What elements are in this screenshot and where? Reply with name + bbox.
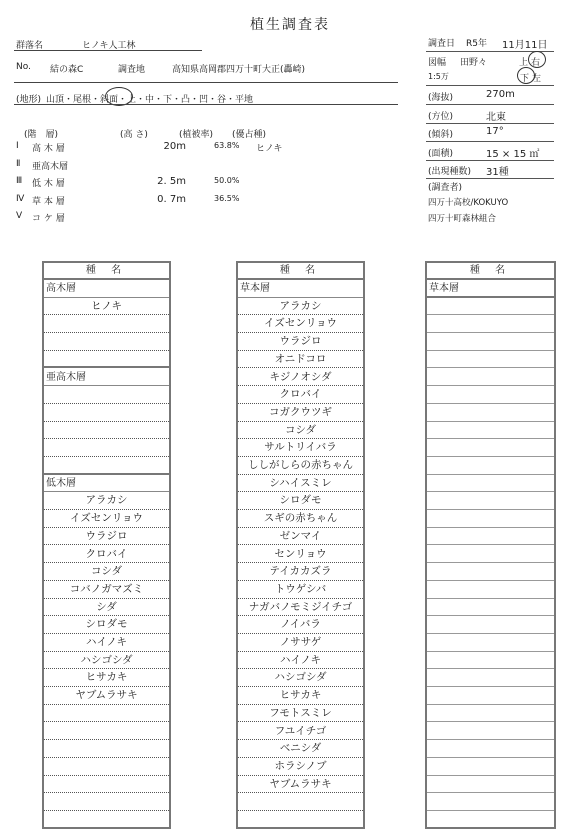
blank-row [44, 723, 169, 741]
blank-row [427, 546, 554, 564]
blank-row [427, 528, 554, 546]
species-row: ノササゲ [238, 634, 363, 652]
blank-row [44, 776, 169, 794]
page-title: 植生調査表 [250, 17, 330, 33]
blank-row [427, 723, 554, 741]
layer-height: 2. 5m [157, 176, 186, 187]
species-row: フユイチゴ [238, 723, 363, 741]
terrain-label: (地形) [16, 95, 42, 105]
layer-num: Ⅴ [16, 211, 23, 221]
species-row: ヤブムラサキ [238, 776, 363, 794]
blank-row [44, 758, 169, 776]
species-row: ウラジロ [44, 528, 169, 546]
species-row: ゼンマイ [238, 528, 363, 546]
blank-row [427, 634, 554, 652]
date-era: R5年 [466, 39, 487, 49]
blank-row [44, 705, 169, 723]
species-row: シハイスミレ [238, 475, 363, 493]
species-row: ヒサカキ [44, 669, 169, 687]
species-row: イズセンリョウ [238, 315, 363, 333]
map-options-lower: 下左 [520, 74, 545, 84]
species-row: ホラシノブ [238, 758, 363, 776]
blank-row [44, 351, 169, 369]
area-value: 15 × 15 ㎡ [486, 148, 540, 160]
area-label: (面積) [428, 148, 454, 159]
blank-row [427, 510, 554, 528]
species-row: ハシゴシダ [238, 669, 363, 687]
species-row: イズセンリョウ [44, 510, 169, 528]
layer-header [24, 127, 304, 139]
species-row: フモトスミレ [238, 705, 363, 723]
blank-row [427, 705, 554, 723]
blank-row [238, 811, 363, 829]
species-row: テイカカズラ [238, 563, 363, 581]
layer-cover: 36.5% [214, 193, 240, 203]
section-label: 低木層 [44, 475, 169, 493]
species-row: ハイノキ [44, 634, 169, 652]
layer-row [16, 194, 306, 206]
blank-row [427, 315, 554, 333]
layer-cover: 63.8% [214, 141, 240, 150]
blank-row [427, 599, 554, 617]
layer-header-height: (高 さ) [120, 130, 148, 140]
blank-row [44, 404, 169, 422]
terrain-text: 山頂・尾根・斜面・上・中・下・凸・凹・谷・平地 [46, 95, 254, 105]
layer-name: 高 木 層 [32, 144, 65, 154]
species-row: ハイノキ [238, 652, 363, 670]
layer-header-dominant: (優占種) [232, 130, 267, 140]
species-table-1 [42, 261, 171, 829]
blank-row [427, 652, 554, 670]
species-row: シロダモ [238, 492, 363, 510]
species-row: ヒサカキ [238, 687, 363, 705]
species-table-3 [425, 261, 556, 829]
blank-row [44, 811, 169, 829]
divider [14, 50, 202, 51]
site-value: 高知県高岡郡四万十町大正(轟崎) [172, 65, 306, 75]
selection-circle [528, 51, 546, 68]
species-row: シダ [44, 599, 169, 617]
blank-row [427, 457, 554, 475]
blank-row [427, 616, 554, 634]
species-row: ヤブムラサキ [44, 687, 169, 705]
divider [14, 82, 398, 83]
layer-row [16, 211, 306, 223]
altitude-value: 270m [486, 89, 515, 100]
species-row: コガクウツギ [238, 404, 363, 422]
blank-row [427, 492, 554, 510]
species-row: オニドコロ [238, 351, 363, 369]
blank-row [427, 422, 554, 440]
species-row: アラカシ [44, 492, 169, 510]
blank-row [427, 351, 554, 369]
species-row: サルトリイバラ [238, 439, 363, 457]
info-row-slope [426, 123, 554, 142]
species-row: ノイバラ [238, 616, 363, 634]
blank-row [427, 333, 554, 351]
layer-name: 草 本 層 [32, 196, 65, 207]
blank-row [44, 740, 169, 758]
layer-header-layer: (階 層) [24, 130, 59, 140]
species-table-header: 種 名 [44, 263, 169, 280]
layer-dominant: ヒノキ [256, 144, 283, 154]
info-row-area [426, 142, 554, 161]
blank-row [238, 793, 363, 811]
blank-row [427, 740, 554, 758]
species-row: ベニシダ [238, 740, 363, 758]
blank-row [427, 475, 554, 493]
blank-row [44, 333, 169, 351]
species-row: ハシゴシダ [44, 652, 169, 670]
species-row: ウラジロ [238, 333, 363, 351]
section-label: 草本層 [427, 280, 554, 298]
layer-cover: 50.0% [214, 176, 240, 185]
species-row: クロバイ [44, 546, 169, 564]
species-table-header: 種 名 [238, 263, 363, 280]
selection-circle [517, 67, 535, 84]
blank-row [44, 439, 169, 457]
blank-row [44, 315, 169, 333]
blank-row [44, 793, 169, 811]
species-row: スギの赤ちゃん [238, 510, 363, 528]
slope-label: (傾斜) [428, 130, 454, 140]
map-options-upper: 上右 [519, 58, 544, 68]
blank-row [427, 811, 554, 829]
map-scale: 1:5万 [428, 72, 449, 81]
species-count-value: 31種 [486, 167, 509, 178]
layer-name: 亜高木層 [32, 161, 69, 172]
info-row-species-count [426, 160, 554, 179]
blank-row [427, 369, 554, 387]
section-label: 亜高木層 [44, 369, 169, 387]
species-row: シロダモ [44, 616, 169, 634]
direction-value: 北東 [486, 111, 506, 123]
layer-num: Ⅳ [16, 193, 25, 204]
layer-num: Ⅱ [16, 158, 21, 169]
blank-row [427, 439, 554, 457]
species-row: クロバイ [238, 386, 363, 404]
blank-row [427, 687, 554, 705]
layer-row [16, 176, 306, 188]
species-row: コシダ [238, 422, 363, 440]
blank-row [44, 422, 169, 440]
surveyors-line2: 四万十町森林組合 [428, 214, 497, 224]
info-row-direction [426, 105, 554, 124]
layer-num: Ⅰ [16, 141, 19, 151]
species-row: ししがしらの赤ちゃん [238, 457, 363, 475]
blank-row [427, 386, 554, 404]
blank-row [427, 669, 554, 687]
species-count-label: (出現種数) [428, 167, 472, 177]
layer-table [16, 127, 304, 237]
blank-row [44, 386, 169, 404]
number-label: No. [16, 62, 31, 72]
species-row: ナガバノモミジイチゴ [238, 599, 363, 617]
direction-label: (方位) [428, 111, 454, 122]
surveyors-label: (調査者) [428, 183, 463, 193]
blank-row [427, 404, 554, 422]
layer-row [16, 141, 306, 153]
species-row: コシダ [44, 563, 169, 581]
surveyors-line1: 四万十高校/KOKUYO [428, 198, 509, 208]
blank-row [427, 298, 554, 316]
map-row [426, 53, 554, 86]
map-value: 田野々 [460, 58, 488, 68]
layer-name: コ ケ 層 [32, 214, 65, 224]
blank-row [427, 758, 554, 776]
divider [14, 104, 398, 105]
species-row: アラカシ [238, 298, 363, 316]
blank-row [427, 563, 554, 581]
blank-row [427, 581, 554, 599]
species-row: キジノオシダ [238, 369, 363, 387]
species-row: ヒノキ [44, 298, 169, 316]
layer-header-cover: (植被率) [179, 130, 214, 140]
species-row: コバノガマズミ [44, 581, 169, 599]
map-label: 図幅 [428, 58, 447, 68]
info-row-altitude [426, 86, 554, 105]
layer-row [16, 159, 306, 171]
date-label: 調査日 [428, 39, 456, 49]
species-table-header: 種 名 [427, 263, 554, 280]
slope-value: 17° [486, 126, 504, 137]
species-row: トウゲシバ [238, 581, 363, 599]
date-row [426, 33, 554, 52]
layer-num: Ⅲ [16, 176, 23, 186]
blank-row [44, 457, 169, 475]
layer-height: 20m [163, 141, 186, 152]
date-day: 11月11日 [502, 40, 548, 51]
layer-name: 低 木 層 [32, 179, 65, 189]
section-label: 高木層 [44, 280, 169, 298]
community-value: ヒノキ人工林 [82, 41, 136, 51]
blank-row [427, 793, 554, 811]
layer-height: 0. 7m [157, 193, 186, 205]
number-value: 結の森C [50, 65, 84, 75]
blank-row [427, 776, 554, 794]
site-label: 調査地 [118, 65, 146, 75]
species-table-2 [236, 261, 365, 829]
altitude-label: (海抜) [428, 93, 454, 103]
section-label: 草本層 [238, 280, 363, 298]
species-row: センリョウ [238, 546, 363, 564]
community-label: 群落名 [16, 41, 44, 51]
